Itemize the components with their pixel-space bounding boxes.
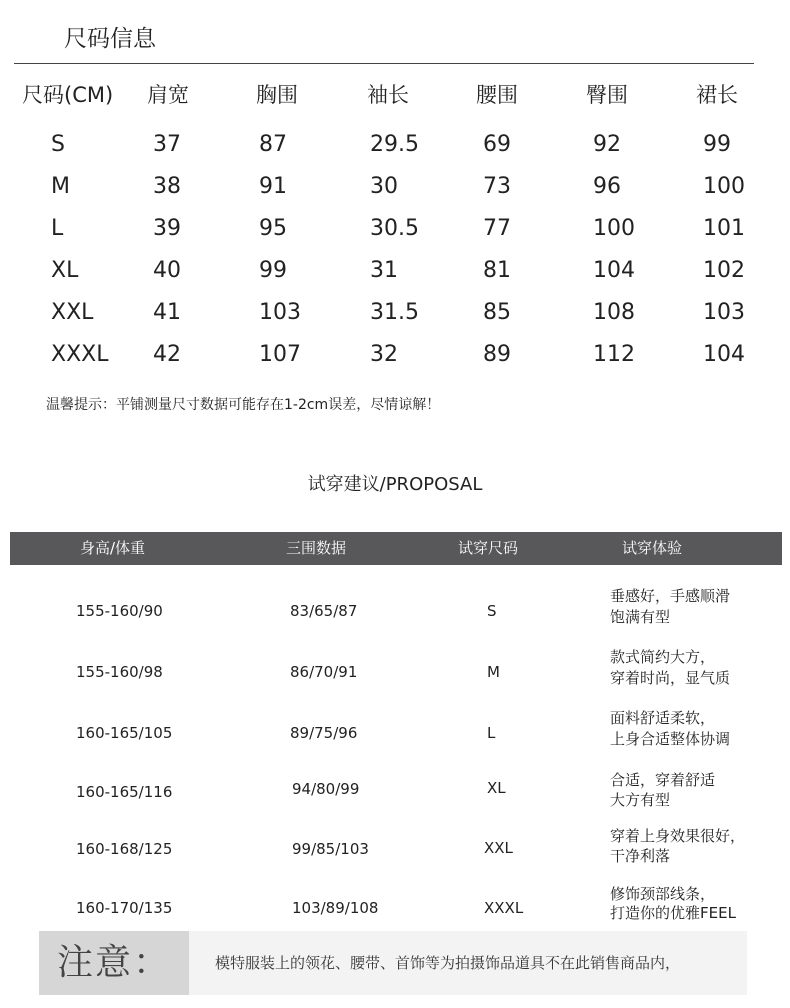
- cell-size: S: [51, 132, 65, 157]
- table-row: [0, 764, 790, 820]
- size-info-title: 尺码信息: [64, 26, 156, 52]
- table-row: [0, 293, 790, 333]
- cell-experience-line1: 修饰颈部线条，: [610, 885, 716, 903]
- cell-chest: 91: [259, 174, 287, 199]
- cell-hip: 112: [593, 342, 635, 367]
- cell-height-weight: 160-168/125: [76, 840, 173, 858]
- cell-try-size: S: [487, 602, 497, 620]
- table-row: [0, 583, 790, 639]
- table-row: [0, 644, 790, 700]
- table-row: [0, 705, 790, 761]
- header-try-size: 试穿尺码: [458, 539, 519, 557]
- cell-sleeve: 31.5: [370, 300, 419, 325]
- cell-try-size: M: [487, 663, 500, 681]
- cell-sleeve: 31: [370, 258, 398, 283]
- cell-experience-line2: 大方有型: [610, 791, 671, 809]
- header-sleeve: 袖长: [367, 83, 409, 107]
- cell-hip: 92: [593, 132, 621, 157]
- header-shoulder: 肩宽: [147, 83, 189, 107]
- header-measurements: 三围数据: [286, 539, 347, 557]
- table-row: [0, 209, 790, 249]
- cell-measurements: 94/80/99: [292, 780, 360, 798]
- cell-size: L: [51, 216, 64, 241]
- cell-length: 100: [703, 174, 745, 199]
- cell-shoulder: 37: [153, 132, 181, 157]
- cell-sleeve: 32: [370, 342, 398, 367]
- note-label: 注意：: [39, 931, 189, 995]
- cell-size: XXXL: [51, 342, 109, 367]
- table-row: [0, 125, 790, 165]
- table-row: [0, 251, 790, 291]
- cell-length: 101: [703, 216, 745, 241]
- cell-size: XXL: [51, 300, 94, 325]
- cell-measurements: 103/89/108: [292, 899, 379, 917]
- cell-height-weight: 160-165/105: [76, 724, 173, 742]
- cell-size: M: [51, 174, 70, 199]
- cell-length: 102: [703, 258, 745, 283]
- cell-length: 99: [703, 132, 731, 157]
- cell-sleeve: 30: [370, 174, 398, 199]
- cell-experience-line2: 打造你的优雅FEEL: [610, 904, 736, 922]
- header-hip: 臀围: [586, 83, 628, 107]
- table-row: [0, 167, 790, 207]
- cell-measurements: 86/70/91: [290, 663, 358, 681]
- measurement-tip: 温馨提示：平铺测量尺寸数据可能存在1-2cm误差，尽情谅解！: [46, 397, 441, 413]
- cell-height-weight: 160-170/135: [76, 899, 173, 917]
- cell-sleeve: 29.5: [370, 132, 419, 157]
- note-box: [39, 931, 747, 995]
- header-height-weight: 身高/体重: [80, 539, 146, 557]
- table-row: [0, 880, 790, 936]
- cell-length: 103: [703, 300, 745, 325]
- table-row: [0, 335, 790, 375]
- cell-chest: 107: [259, 342, 301, 367]
- cell-height-weight: 155-160/90: [76, 602, 163, 620]
- cell-shoulder: 38: [153, 174, 181, 199]
- cell-chest: 103: [259, 300, 301, 325]
- cell-chest: 99: [259, 258, 287, 283]
- cell-experience-line2: 穿着时尚，显气质: [610, 669, 731, 687]
- title-divider: [14, 63, 754, 64]
- note-text: 模特服装上的领花、腰带、首饰等为拍摄饰品道具不在此销售商品内，: [215, 954, 681, 972]
- cell-height-weight: 160-165/116: [76, 783, 173, 801]
- cell-shoulder: 40: [153, 258, 181, 283]
- cell-try-size: XXL: [484, 839, 513, 857]
- header-size: 尺码(CM): [22, 83, 114, 107]
- cell-try-size: XL: [487, 779, 506, 797]
- cell-shoulder: 41: [153, 300, 181, 325]
- header-waist: 腰围: [476, 83, 518, 107]
- cell-waist: 85: [483, 300, 511, 325]
- cell-measurements: 99/85/103: [292, 840, 369, 858]
- cell-experience-line2: 上身合适整体协调: [610, 730, 731, 748]
- cell-try-size: XXXL: [484, 899, 524, 917]
- cell-experience-line2: 干净利落: [610, 847, 671, 865]
- cell-try-size: L: [487, 724, 496, 742]
- cell-measurements: 89/75/96: [290, 724, 358, 742]
- size-table-header: [0, 75, 790, 115]
- cell-waist: 77: [483, 216, 511, 241]
- cell-length: 104: [703, 342, 745, 367]
- cell-waist: 73: [483, 174, 511, 199]
- header-length: 裙长: [696, 83, 738, 107]
- cell-experience-line1: 合适，穿着舒适: [610, 771, 716, 789]
- cell-chest: 95: [259, 216, 287, 241]
- cell-shoulder: 39: [153, 216, 181, 241]
- cell-experience-line1: 垂感好，手感顺滑: [610, 587, 731, 605]
- cell-hip: 96: [593, 174, 621, 199]
- cell-waist: 81: [483, 258, 511, 283]
- table-row: [0, 821, 790, 877]
- cell-experience-line1: 面料舒适柔软，: [610, 709, 716, 727]
- cell-size: XL: [51, 258, 79, 283]
- proposal-header-bar: [10, 532, 782, 565]
- cell-hip: 100: [593, 216, 635, 241]
- header-chest: 胸围: [256, 83, 298, 107]
- cell-hip: 104: [593, 258, 635, 283]
- cell-sleeve: 30.5: [370, 216, 419, 241]
- cell-chest: 87: [259, 132, 287, 157]
- cell-measurements: 83/65/87: [290, 602, 358, 620]
- proposal-title: 试穿建议/PROPOSAL: [307, 474, 483, 495]
- cell-experience-line1: 款式简约大方，: [610, 648, 716, 666]
- cell-experience-line1: 穿着上身效果很好，: [610, 827, 746, 845]
- header-experience: 试穿体验: [622, 539, 683, 557]
- cell-experience-line2: 饱满有型: [610, 608, 671, 626]
- cell-hip: 108: [593, 300, 635, 325]
- cell-waist: 69: [483, 132, 511, 157]
- cell-waist: 89: [483, 342, 511, 367]
- cell-shoulder: 42: [153, 342, 181, 367]
- cell-height-weight: 155-160/98: [76, 663, 163, 681]
